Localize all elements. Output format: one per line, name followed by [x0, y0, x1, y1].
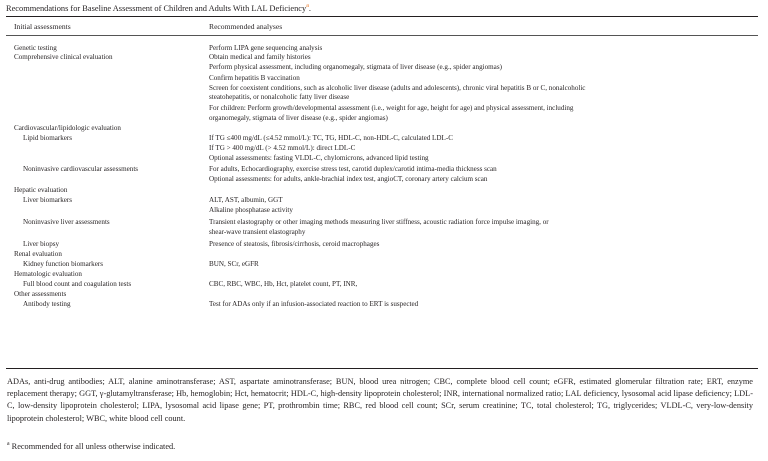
caption-footnote-marker[interactable]: a [306, 3, 309, 10]
row-comprehensive-clinical-evaluation: Comprehensive clinical evaluation [14, 53, 113, 61]
top-rule [6, 16, 758, 17]
analysis-histories: Obtain medical and family histories [209, 53, 311, 61]
row-genetic-testing: Genetic testing [14, 44, 57, 52]
analysis-cardio-optional: Optional assessments: for adults, ankle-brachial index test, angioCT, coronary artery calcium scan [209, 175, 488, 183]
analysis-kidney: BUN, SCr, eGFR [209, 260, 259, 268]
footnote-a [7, 442, 175, 452]
analysis-blood-count: CBC, RBC, WBC, Hb, Hct, platelet count, PT, INR, [209, 280, 358, 288]
analysis-children-growth-cont: organomegaly, stigmata of liver disease (e.g., spider angiomas) [209, 114, 388, 122]
row-liver-biomarkers: Liver biomarkers [23, 196, 73, 204]
row-lipid-biomarkers: Lipid biomarkers [23, 134, 73, 142]
analysis-lipa-sequencing: Perform LIPA gene sequencing analysis [209, 44, 323, 52]
column-header-recommended-analyses: Recommended analyses [209, 22, 283, 31]
analysis-biopsy: Presence of steatosis, fibrosis/cirrhosis, ceroid macrophages [209, 240, 380, 248]
section-other: Other assessments [14, 290, 67, 298]
analysis-tg-high: If TG > 400 mg/dL (> 4.52 mmol/L): direct LDL-C [209, 144, 356, 152]
section-hematologic: Hematologic evaluation [14, 270, 82, 278]
row-noninvasive-cardiovascular: Noninvasive cardiovascular assessments [23, 165, 139, 173]
bottom-rule [6, 368, 758, 369]
row-blood-count: Full blood count and coagulation tests [23, 280, 132, 288]
analysis-echocardiography: For adults, Echocardiography, exercise stress test, carotid duplex/carotid intima-media thickness scan [209, 165, 497, 173]
row-kidney-biomarkers: Kidney function biomarkers [23, 260, 103, 268]
analysis-lipid-optional: Optional assessments: fasting VLDL-C, chylomicrons, advanced lipid testing [209, 154, 429, 162]
analysis-coexistent-conditions-cont: steatohepatitis, or nonalcoholic fatty liver disease [209, 93, 350, 101]
table-caption: Recommendations for Baseline Assessment of Children and Adults With LAL Deficiency$^a$. [6, 3, 311, 13]
analysis-children-growth: For children: Perform growth/developmental assessment (i.e., weight for age, height for age) and physical assessment, including [209, 104, 574, 112]
analysis-elastography-cont: shear-wave transient elastography [209, 228, 306, 236]
analysis-tg-low: If TG ≤400 mg/dL (≤4.52 mmol/L): TC, TG, HDL-C, non-HDL-C, calculated LDL-C [209, 134, 453, 142]
analysis-physical-assessment: Perform physical assessment, including organomegaly, stigmata of liver disease (e.g., spider angiomas) [209, 63, 502, 71]
row-antibody-testing: Antibody testing [23, 300, 71, 308]
analysis-coexistent-conditions: Screen for coexistent conditions, such as alcoholic liver disease (adults and adolescents), chronic viral hepatitis B or C, nonalcoholic [209, 84, 586, 92]
analysis-antibody: Test for ADAs only if an infusion-associated reaction to ERT is suspected [209, 300, 419, 308]
row-noninvasive-liver: Noninvasive liver assessments [23, 218, 110, 226]
analysis-elastography: Transient elastography or other imaging methods measuring liver stiffness, acoustic radiation force impulse imaging, or [209, 218, 549, 226]
analysis-hepatitis-b: Confirm hepatitis B vaccination [209, 74, 300, 82]
caption-text: Recommendations for Baseline Assessment of Children and Adults With LAL Deficiency [6, 4, 307, 13]
analysis-liver-enzymes: ALT, AST, albumin, GGT [209, 196, 283, 204]
analysis-alkaline-phosphatase: Alkaline phosphatase activity [209, 206, 293, 214]
header-rule [6, 35, 758, 36]
column-header-initial-assessments: Initial assessments [14, 22, 71, 31]
footnote-marker: a [7, 441, 10, 448]
abbreviations-footnote: ADAs, anti-drug antibodies; ALT, alanine aminotransferase; AST, aspartate aminotransferase; BUN, blood urea nitrogen; CBC, complete blood cell count; eGFR, estimated glomerular filtration rate; ERT, enzyme replacement therapy; GGT, γ-glutamyltransferase; Hb, hemoglobin; Hct, hematocrit; HDL-C, high-density lipoprotein cholesterol; INR, international normalized ratio; LAL deficiency, lysosomal acid lipase deficiency; LDL-C, low-density lipoprotein cholesterol; LIPA, lysosomal acid lipase gene; PT, prothrombin time; RBC, red blood cell count; SCr, serum creatinine; TC, total cholesterol; TG, triglycerides; VLDL-C, very-low-density lipoprotein cholesterol; WBC, white blood cell count. [7, 377, 753, 423]
footnote-text: Recommended for all unless otherwise indicated. [11, 442, 176, 451]
section-hepatic: Hepatic evaluation [14, 186, 68, 194]
section-renal: Renal evaluation [14, 250, 62, 258]
row-liver-biopsy: Liver biopsy [23, 240, 60, 248]
section-cardiovascular: Cardiovascular/lipidologic evaluation [14, 124, 121, 132]
